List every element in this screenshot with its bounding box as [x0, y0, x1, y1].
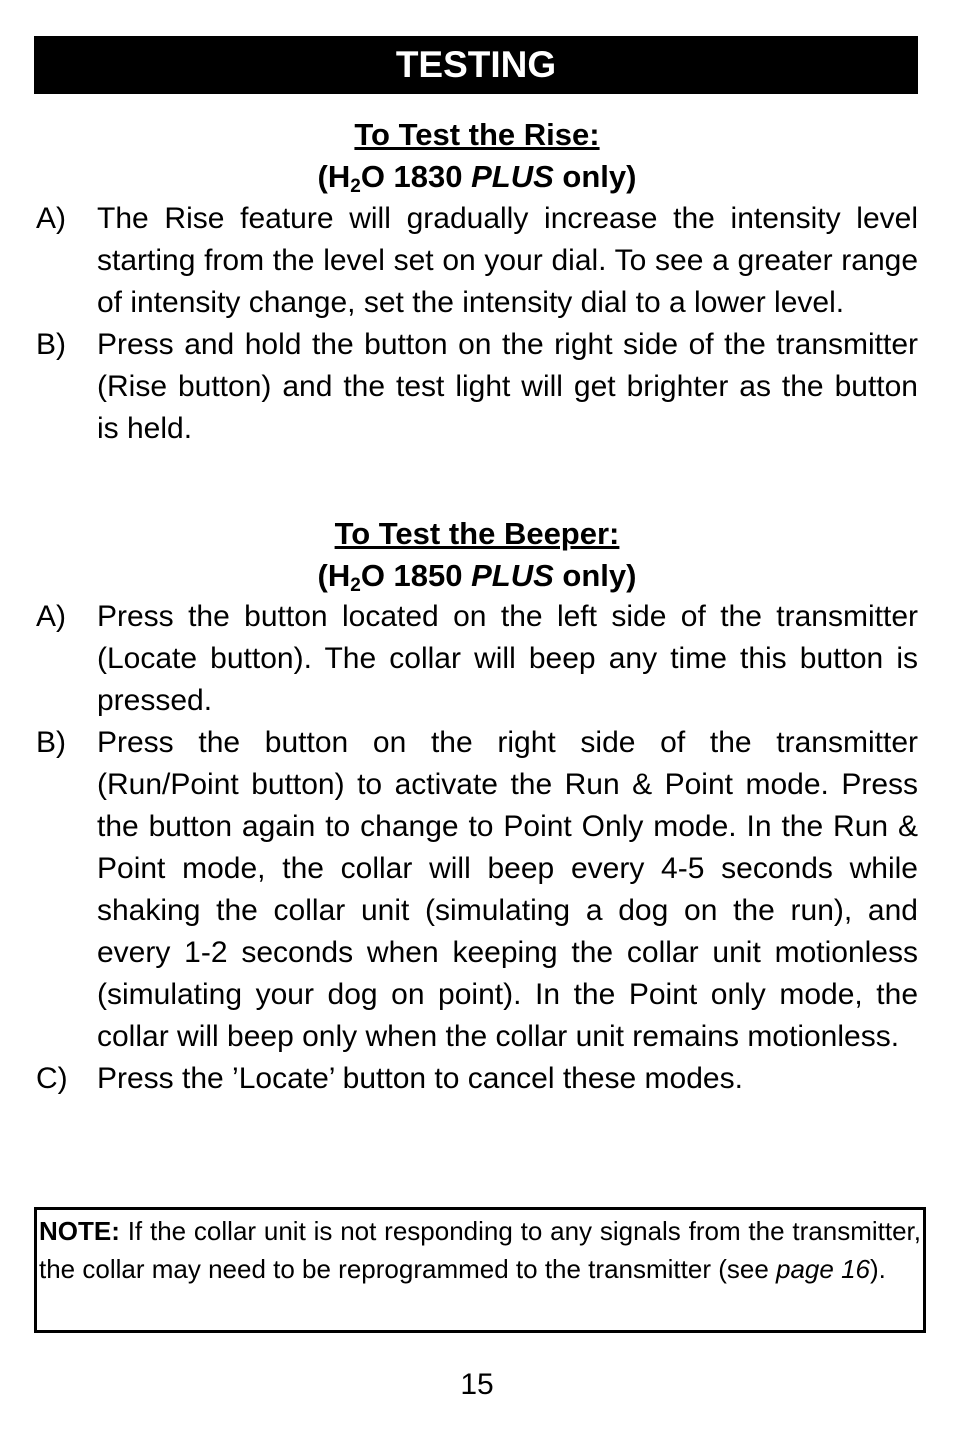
section-banner: TESTING: [34, 36, 918, 94]
note-end: ).: [870, 1254, 886, 1284]
note-label: NOTE:: [39, 1216, 120, 1246]
beeper-heading: [0, 513, 954, 597]
beeper-model: ($H_2O$ 1850 PLUS only): [317, 558, 637, 596]
item-label: A): [36, 600, 66, 633]
beeper-title: To Test the Beeper:: [334, 516, 620, 551]
rise-list: [36, 198, 918, 450]
item-text: Press and hold the button on the right side of the transmitter (Rise button) and the test light will get brighter as the button is held.: [97, 328, 918, 445]
list-item: [36, 198, 918, 324]
rise-title: To Test the Rise:: [354, 117, 600, 152]
item-text: Press the button on the right side of the transmitter (Run/Point button) to activate the Run & Point mode. Press the button again to change to Point Only mode. In the Run & Point mode, the collar will beep every 4-5 seconds while shaking the collar unit (simulating a dog on the run), and every 1-2 seconds when keeping the collar unit motionless (simulating your dog on point). In the Point only mode, the collar will beep only when the collar unit remains motionless.: [97, 726, 918, 1053]
page-number: 15: [460, 1368, 494, 1401]
item-label: B): [36, 328, 66, 361]
rise-model: ($H_2O$ 1830 PLUS only): [317, 159, 637, 197]
item-text: Press the ’Locate’ button to cancel these modes.: [97, 1062, 743, 1095]
list-item: [36, 596, 918, 722]
beeper-list: [36, 596, 918, 1100]
list-item: [36, 722, 918, 1058]
list-item: [36, 1058, 918, 1100]
item-text: Press the button located on the left side of the transmitter (Locate button). The collar will beep any time this button is pressed.: [97, 600, 918, 717]
rise-heading: [0, 114, 954, 198]
note-box: [34, 1207, 926, 1333]
note-text: If the collar unit is not responding to any signals from the transmitter, the collar may need to be reprogrammed to the transmitter (see: [39, 1216, 921, 1284]
page-reference: page 16: [776, 1254, 870, 1284]
item-label: A): [36, 202, 66, 235]
list-item: [36, 324, 918, 450]
item-label: C): [36, 1062, 68, 1095]
item-label: B): [36, 726, 66, 759]
item-text: The Rise feature will gradually increase the intensity level starting from the level set on your dial. To see a greater range of intensity change, set the intensity dial to a lower level.: [97, 202, 918, 319]
